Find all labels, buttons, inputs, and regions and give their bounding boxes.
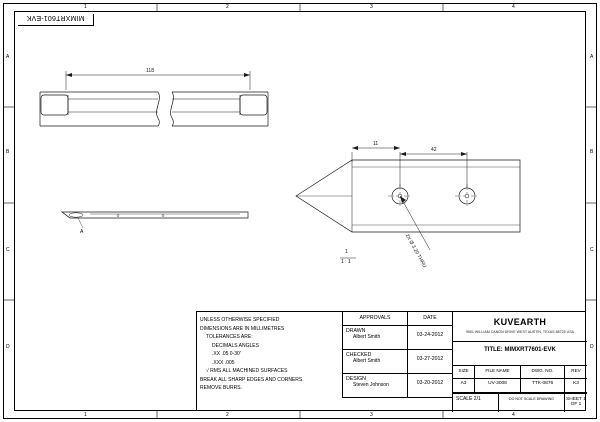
zone-col-4-top: 4 [512,4,515,10]
side-view-detail-label: A [80,229,84,235]
design-row [342,374,407,398]
size-header: SIZE [452,366,474,379]
zone-col-1-top: 1 [84,4,87,10]
drawn-date: 03-24-2012 [407,326,452,350]
filename-value: UV-3008 [474,379,520,393]
design-date: 03-20-2012 [407,374,452,398]
drawing-title-label: TITLE: [484,347,503,353]
zone-row-a-right: A [590,54,594,60]
dwgno-value: TTK-0876 [520,379,564,393]
side-view-geometry [62,212,248,228]
zone-row-a: A [6,54,10,60]
size-value: A3 [452,379,474,393]
zone-col-4-bottom: 4 [512,412,515,418]
scale-cell [452,393,498,412]
zone-col-3-top: 3 [370,4,373,10]
design-role: DESIGN [346,376,366,382]
note-line-7 [200,367,340,376]
company-name: KUVEARTH [493,317,547,327]
section-dim-right: 42 [431,147,437,153]
filename-header: FILE NAME [474,366,520,379]
scale-value: 2/1 [473,396,481,402]
note-line-9: REMOVE BURRS. [200,385,242,391]
scale-label: SCALE [456,396,473,402]
zone-col-2-bottom: 2 [226,412,229,418]
zone-col-3-bottom: 3 [370,412,373,418]
section-scale-label: 1 : 1 [341,259,351,265]
note-line-5: .XX .05 0-30' [212,351,241,357]
note-line-8: BREAK ALL SHARP EDGES AND CORNERS. [200,376,304,383]
rev-value: K3 [564,379,587,393]
title-block [196,311,586,411]
zone-col-1-bottom: 1 [84,412,87,418]
approvals-header: APPROVALS [342,312,407,326]
note-line-6: .XXX .005 [212,359,235,366]
checked-date: 03-27-2012 [407,350,452,374]
dwgno-header: DWG. NO. [520,366,564,379]
company-block [452,312,587,342]
zone-row-c-right: C [590,247,594,253]
section-label: 1 [345,249,348,255]
checked-row [342,350,407,374]
date-header: DATE [407,312,452,326]
do-not-scale-cell: DO NOT SCALE DRAWING [498,393,564,412]
note-line-2: DIMENSIONS ARE IN MILLIMETRES [200,325,285,332]
zone-row-b-right: B [590,149,594,155]
drawn-role: DRAWN [346,328,366,334]
note-line-1: UNLESS OTHERWISE SPECIFIED [200,317,280,323]
zone-row-d: D [6,344,10,350]
sheet-count-cell: SHEET 1 OF 1 [564,393,587,412]
top-view-dimension [66,71,250,90]
zone-row-b: B [6,149,10,155]
surface-finish-icon: √ [206,368,209,374]
zone-row-c: C [6,247,10,253]
drawn-person: Albert Smith [353,334,381,340]
section-dim-left: 11 [373,141,379,147]
notes-panel [197,312,342,412]
rev-header: REV [564,366,587,379]
note-line-7-text: RMS ALL MACHINED SURFACES [210,368,288,374]
hole-callout-note: 2X Ø 3.20 THRU [403,233,428,269]
checked-person: Albert Smith [353,358,381,364]
zone-col-2-top: 2 [226,4,229,10]
company-address: 9501 WILLIAM CANON DRIVE WEST AUSTIN, TEXAS 88725 USA [465,330,575,334]
top-view-length-dim: 118 [146,68,154,74]
corner-part-label-text: MIMXRT601-EVK [26,14,85,21]
drawing-title-row [452,342,587,366]
drawn-row [342,326,407,350]
checked-role: CHECKED [346,352,372,358]
design-person: Steven Johnson [353,382,389,388]
note-line-4: DECIMALS ANGLES [212,342,259,349]
drawing-title-value: MIMXRT7601-EVK [504,347,556,353]
note-line-3: TOLERANCES ARE: [206,334,253,340]
top-view-geometry [40,92,268,126]
zone-row-d-right: D [590,344,594,350]
